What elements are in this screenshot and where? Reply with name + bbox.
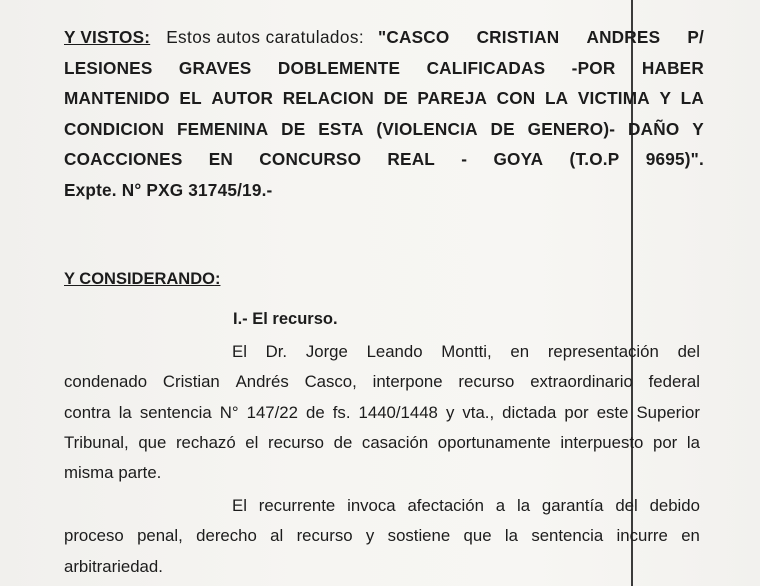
word: por	[564, 402, 589, 422]
word: recurso	[296, 526, 353, 546]
word: la	[686, 432, 700, 452]
word: incurre	[616, 526, 668, 546]
word: del	[615, 496, 638, 515]
word: MANTENIDO	[64, 88, 170, 108]
word: federal	[648, 372, 700, 392]
word: DE	[383, 88, 408, 108]
word: CRISTIAN	[476, 27, 560, 47]
word: EN	[208, 149, 234, 169]
word: Dr.	[265, 342, 288, 361]
word: Casco,	[304, 372, 357, 392]
word: que	[463, 526, 492, 546]
word: la	[516, 496, 531, 515]
expte-number: Expte. N° PXG 31745/19.-	[64, 179, 273, 200]
word: casación	[361, 432, 429, 452]
word: EL	[179, 88, 202, 108]
word: en	[681, 526, 700, 546]
para1-line	[64, 398, 700, 428]
word: y	[365, 526, 375, 546]
considerando-colon: :	[214, 270, 221, 288]
caption-words	[378, 22, 704, 53]
word: sostiene	[387, 526, 451, 546]
word: interpone	[372, 372, 443, 392]
word: misma	[64, 463, 114, 483]
word: del	[677, 342, 700, 361]
word: Andrés	[235, 372, 289, 392]
vistos-label: Y VISTOS:	[64, 27, 151, 47]
word: Cristian	[162, 372, 220, 392]
para2-line	[64, 552, 700, 582]
caption-line-2	[64, 53, 704, 84]
word: Leando	[366, 342, 423, 361]
word: ANDRES	[586, 27, 661, 47]
word: AUTOR	[211, 88, 274, 108]
word: Y	[659, 88, 672, 108]
paragraph-1	[64, 337, 700, 488]
word: (T.O.P	[569, 149, 620, 169]
word: CALIFICADAS	[426, 57, 546, 78]
word: rechazó	[175, 432, 236, 452]
word: y	[445, 402, 455, 422]
word: "CASCO	[378, 27, 450, 47]
para1-line	[64, 428, 700, 458]
word: sentencia	[139, 402, 212, 422]
word: al	[270, 526, 284, 546]
word: CONDICION	[64, 118, 165, 139]
word: Jorge	[305, 342, 348, 361]
word: el	[245, 432, 259, 452]
word: VICTIMA	[577, 88, 650, 108]
word: (VIOLENCIA	[376, 118, 478, 139]
word: ESTA	[318, 118, 364, 139]
word: parte.	[118, 463, 162, 483]
word: penal,	[137, 526, 183, 546]
word: en	[510, 342, 530, 361]
word: sentencia	[531, 526, 604, 546]
word: interpuesto	[560, 432, 644, 452]
word: HABER	[641, 57, 704, 78]
word: PAREJA	[417, 88, 488, 108]
word: invoca	[347, 496, 396, 515]
word: DAÑO	[628, 118, 680, 139]
word: FEMENINA	[176, 118, 269, 139]
caption-line-1	[64, 22, 704, 53]
word: CONCURSO	[259, 149, 362, 169]
word: -	[461, 149, 468, 169]
para1-line	[64, 367, 700, 397]
word: DE	[281, 118, 306, 139]
word: 147/22	[246, 402, 298, 422]
word: El	[232, 496, 247, 515]
word: este	[596, 402, 629, 422]
word: recurso	[268, 432, 324, 452]
word: COACCIONES	[64, 149, 183, 169]
word: fs.	[332, 402, 351, 422]
para1-line	[64, 458, 700, 488]
word: proceso	[64, 526, 124, 546]
word: GRAVES	[178, 57, 252, 78]
word: representación	[547, 342, 659, 361]
word: Tribunal,	[64, 432, 129, 452]
word: N°	[219, 402, 239, 422]
word: debido	[649, 496, 700, 515]
word: de	[333, 432, 353, 452]
caption-line-3	[64, 83, 704, 114]
considerando-heading	[64, 270, 220, 289]
word: derecho	[196, 526, 257, 546]
word: LESIONES	[64, 57, 153, 78]
word: DOBLEMENTE	[277, 57, 401, 78]
word: CON	[496, 88, 536, 108]
word: afectación	[407, 496, 484, 515]
case-caption	[64, 22, 704, 205]
considerando-label: Y CONSIDERANDO	[64, 270, 215, 288]
word: 1440/1448	[358, 402, 438, 422]
word: GOYA	[493, 149, 544, 169]
word: LA	[680, 88, 704, 108]
section-title: I.- El recurso.	[233, 310, 338, 328]
word: Y	[692, 118, 704, 139]
word: recurso	[458, 372, 515, 392]
caption-line-5	[64, 144, 704, 175]
para2-line	[64, 491, 700, 521]
caption-expte	[64, 175, 704, 206]
para1-line	[64, 337, 700, 367]
word: Montti,	[441, 342, 492, 361]
word: recurrente	[258, 496, 336, 515]
word: El	[232, 342, 247, 361]
caption-line-4	[64, 114, 704, 145]
word: oportunamente	[437, 432, 551, 452]
word: GENERO)-	[527, 118, 616, 139]
word: LA	[544, 88, 569, 108]
word: arbitrariedad.	[64, 556, 163, 576]
word: contra	[64, 402, 111, 422]
word: Superior	[636, 402, 700, 422]
word: que	[138, 432, 167, 452]
word: por	[653, 432, 678, 452]
caption-intro: Estos autos caratulados:	[166, 27, 365, 47]
word: la	[118, 402, 132, 422]
paragraph-2	[64, 491, 700, 582]
word: extraordinario	[530, 372, 633, 392]
para2-line	[64, 521, 700, 551]
word: vta.,	[462, 402, 495, 422]
word: REAL	[387, 149, 436, 169]
word: P/	[687, 27, 704, 47]
word: dictada	[502, 402, 557, 422]
word: de	[306, 402, 325, 422]
word: DE	[490, 118, 515, 139]
word: condenado	[64, 372, 148, 392]
word: -POR	[571, 57, 616, 78]
word: 9695)".	[645, 149, 704, 169]
word: RELACION	[282, 88, 375, 108]
word: garantía	[541, 496, 604, 515]
word: a	[495, 496, 506, 515]
word: la	[504, 526, 518, 546]
